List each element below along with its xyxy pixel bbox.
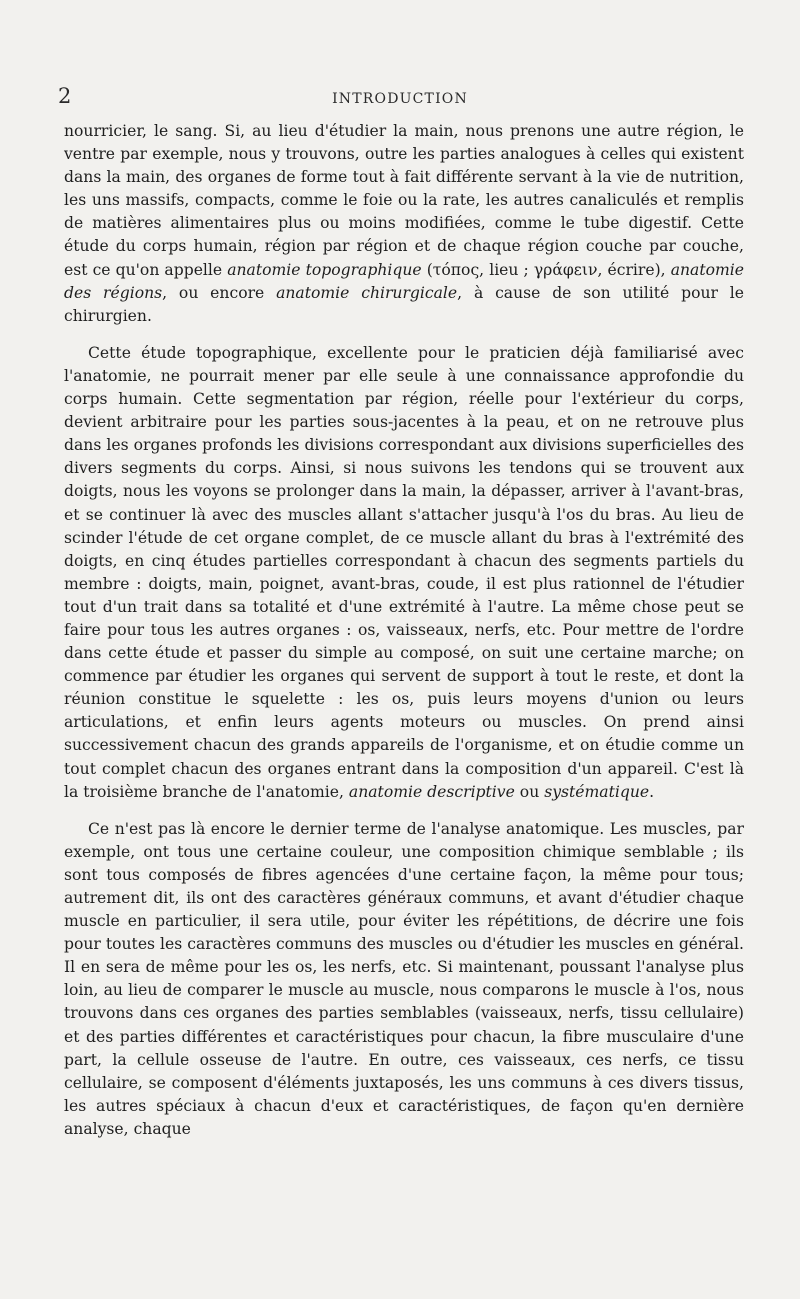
text-run: .	[649, 782, 655, 801]
running-title: INTRODUCTION	[332, 91, 468, 107]
text-run: Ce n'est pas là encore le dernier terme de l'analyse anatomique. Les muscles, par exemple, ont tous une certaine couleur, une composition chimique semblable ; ils sont tous composés de fibres agencées d'une certaine façon, la même pour tous; autrement dit, ils ont des caractères généraux communs, et avant d'étudier chaque muscle en particulier, il sera utile, pour éviter les répétitions, de décrire une fois pour toutes les caractères communs des muscles ou d'étudier les muscles en général. Il en sera de même pour les os, les nerfs, etc. Si maintenant, poussant l'analyse plus loin, au lieu de comparer le muscle au muscle, nous comparons le muscle à l'os, nous trouvons dans ces organes des parties semblables (vaisseaux, nerfs, tissu cellulaire) et des parties différentes et caractéristiques pour chacun, la fibre musculaire d'une part, la cellule osseuse de l'autre. En outre, ces vaisseaux, ces nerfs, ce tissu cellulaire, se composent d'éléments juxtaposés, les uns communs à ces divers tissus, les autres spéciaux à chacun d'eux et caractéristiques, de façon qu'en dernière analyse, chaque	[64, 819, 744, 1138]
text-run: , ou encore	[162, 283, 277, 302]
text-run: ou	[514, 782, 545, 801]
italic-term: anatomie descriptive	[348, 782, 515, 801]
page-number: 2	[58, 84, 72, 108]
text-run: , à cause de son utilité pour le chirurgien.	[64, 283, 745, 325]
italic-term: anatomie topographique	[227, 260, 422, 279]
page-body	[64, 120, 744, 1155]
italic-term: anatomie chirurgicale	[276, 283, 458, 302]
paragraph-1	[64, 120, 744, 328]
paragraph-3	[64, 818, 744, 1141]
paragraph-2	[64, 342, 744, 804]
text-run: nourricier, le sang. Si, au lieu d'étudier la main, nous prenons une autre région, le ventre par exemple, nous y trouvons, outre les parties analogues à celles qui existent dans la main, des organes de forme tout à fait différente servant à la vie de nutrition, les uns massifs, compacts, comme le foie ou la rate, les autres canaliculés et remplis de matières alimentaires plus ou moins modifiées, comme le tube digestif. Cette étude du corps humain, région par région et de chaque région couche par couche, est ce qu'on appelle	[64, 122, 744, 279]
text-run: Cette étude topographique, excellente pour le praticien déjà familiarisé avec l'anatomie, ne pourrait mener par elle seule à une connaissance approfondie du corps humain. Cette segmentation par région, réelle pour l'extérieur du corps, devient arbitraire pour les parties sous-jacentes à la peau, et on ne retrouve plus dans les organes profonds les divisions correspondant aux divisions superficielles des divers segments du corps. Ainsi, si nous suivons les tendons qui se trouvent aux doigts, nous les voyons se prolonger dans la main, la dépasser, arriver à l'avant-bras, et se continuer là avec des muscles allant s'attacher jusqu'à l'os du bras. Au lieu de scinder l'étude de cet organe complet, de ce muscle allant du bras à l'extrémité des doigts, en cinq études partielles correspondant à chacun des segments partiels du membre : doigts, main, poignet, avant-bras, coude, il est plus rationnel de l'étudier tout d'un trait dans sa totalité et d'une extrémité à l'autre. La même chose peut se faire pour tous les autres organes : os, vaisseaux, nerfs, etc. Pour mettre de l'ordre dans cette étude et passer du simple au composé, on suit une certaine marche; on commence par étudier les organes qui servent de support à tout le reste, et dont la réunion constitue le squelette : les os, puis leurs moyens d'union ou leurs articulations, et enfin leurs agents moteurs ou muscles. On prend ainsi successivement chacun des grands appareils de l'organisme, et on étudie comme un tout complet chacun des organes entrant dans la composition d'un appareil. C'est là la troisième branche de l'anatomie,	[64, 343, 744, 801]
text-run: (τόπος, lieu ; γράφειν, écrire),	[421, 260, 671, 279]
italic-term: systématique	[544, 782, 650, 801]
italic-term: anatomie des régions	[64, 260, 745, 302]
